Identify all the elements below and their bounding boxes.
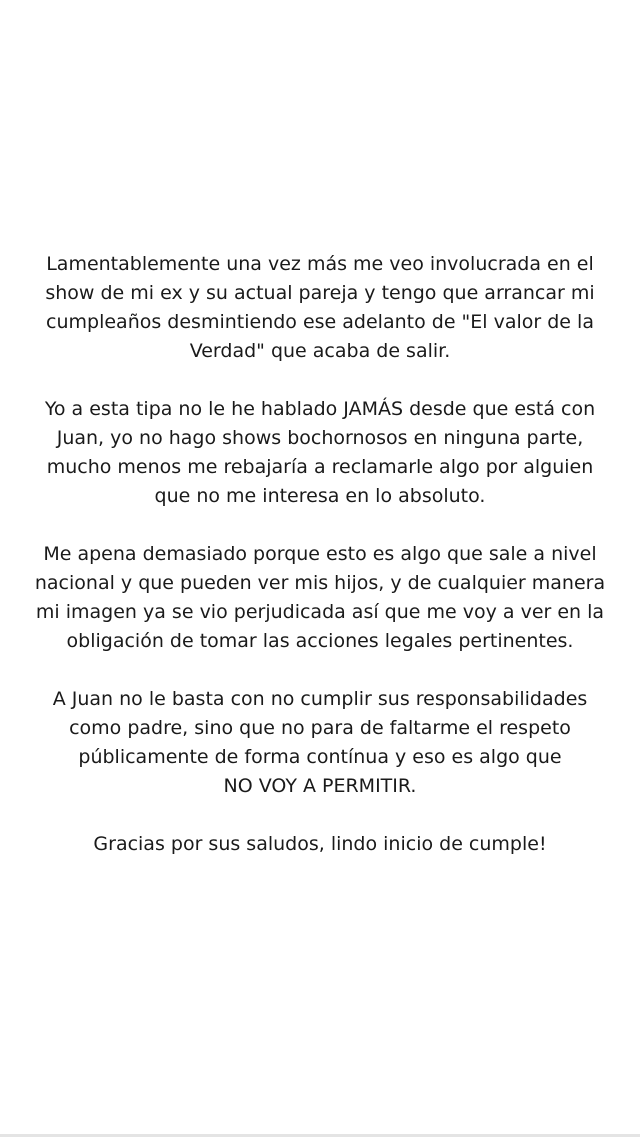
paragraph-3-line-1: Me apena demasiado porque esto es algo que sale a nivel [43, 543, 597, 565]
paragraph-2 [30, 395, 610, 511]
paragraph-4-line-1: A Juan no le basta con no cumplir sus responsabilidades [52, 688, 588, 710]
paragraph-1-line-3: cumpleaños desmintiendo ese adelanto de "El valor de la [46, 311, 594, 333]
paragraph-2-line-1: Yo a esta tipa no le he hablado JAMÁS desde que está con [44, 398, 596, 420]
paragraph-2-line-4: que no me interesa en lo absoluto. [154, 485, 486, 507]
paragraph-1-line-1: Lamentablemente una vez más me veo involucrada en el [46, 253, 594, 275]
paragraph-3-line-4: obligación de tomar las acciones legales pertinentes. [66, 630, 574, 652]
paragraph-5-line-1: Gracias por sus saludos, lindo inicio de cumple! [93, 833, 547, 855]
paragraph-4 [30, 685, 610, 801]
paragraph-4-line-3: públicamente de forma contínua y eso es algo que [78, 746, 562, 768]
paragraph-3-line-2: nacional y que pueden ver mis hijos, y de cualquier manera [34, 572, 606, 594]
statement-text [30, 250, 610, 859]
paragraph-2-line-2: Juan, yo no hago shows bochornosos en ninguna parte, [56, 427, 584, 449]
paragraph-3-line-3: mi imagen ya se vio perjudicada así que me voy a ver en la [35, 601, 605, 623]
paragraph-5 [30, 830, 610, 859]
paragraph-1-line-4: Verdad" que acaba de salir. [189, 340, 451, 362]
paragraph-2-line-3: mucho menos me rebajaría a reclamarle algo por alguien [46, 456, 594, 478]
paragraph-4-line-4: NO VOY A PERMITIR. [223, 775, 417, 797]
paragraph-1 [30, 250, 610, 366]
paragraph-3 [30, 540, 610, 656]
paragraph-4-line-2: como padre, sino que no para de faltarme el respeto [69, 717, 571, 739]
paragraph-1-line-2: show de mi ex y su actual pareja y tengo que arrancar mi [45, 282, 595, 304]
